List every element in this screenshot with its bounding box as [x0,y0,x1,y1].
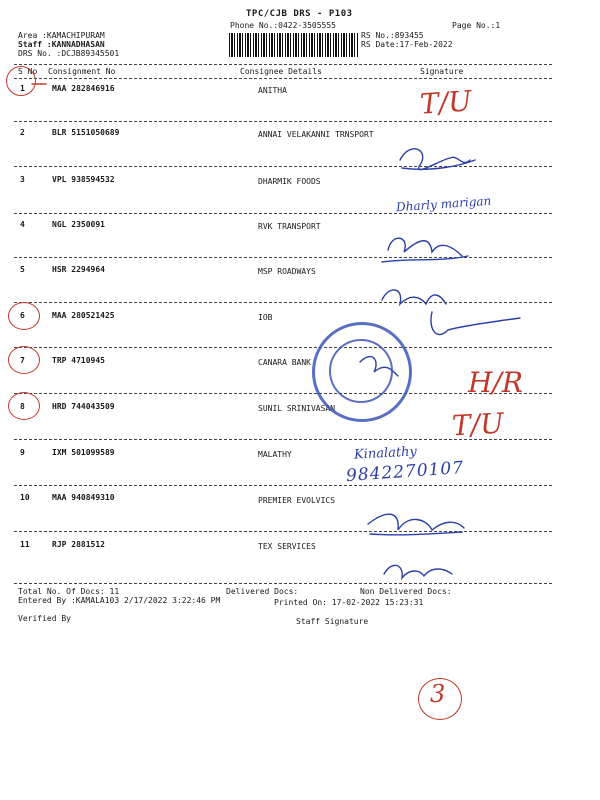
non-delivered-docs: Non Delivered Docs: [360,587,452,596]
entered-by: Entered By :KAMALA103 2/17/2022 3:22:46 PM [18,596,221,605]
row-consignee: PREMIER EVOLVICS [258,496,336,505]
signature-handwriting: 9842270107 [345,457,465,487]
col-sno: S No [18,67,38,76]
row-consignee: MSP ROADWAYS [258,267,316,276]
area-label: Area :KAMACHIPURAM [18,31,105,40]
row-sno: 4 [20,220,25,229]
row-sno: 6 [20,311,25,320]
row-sno: 8 [20,402,25,411]
row-sno: 1 [20,84,25,93]
row-consignment: HSR 2294964 [52,265,105,274]
row-sno: 3 [20,175,25,184]
row-sno: 7 [20,356,25,365]
row-sno: 11 [20,540,30,549]
row-consignee: IOB [258,313,273,322]
row-consignee: MALATHY [258,450,292,459]
row-sno: 2 [20,128,25,137]
row-consignment: BLR 5151050689 [52,128,120,137]
col-consignment: Consignment No [48,67,116,76]
verified-by: Verified By [18,614,71,623]
signature-handwriting: Dharly marigan [395,193,492,215]
drs-number: DRS No. :DCJB89345501 [18,49,120,58]
annotation-tu: T/U [418,84,473,121]
annotation-page-mark: 3 [430,680,446,708]
row-consignment: MAA 940849310 [52,493,115,502]
row-consignee: SUNIL SRINIVASAN [258,404,336,413]
delivered-docs: Delivered Docs: [226,587,299,596]
staff-label: Staff :KANNADHASAN [18,40,105,49]
row-consignee: ANITHA [258,86,287,95]
row-consignee: DHARMIK FOODS [258,177,321,186]
row-sno: 5 [20,265,25,274]
staff-signature-label: Staff Signature [296,617,369,626]
annotation-tu: T/U [451,406,505,443]
phone-number: Phone No.:0422-3505555 [230,21,336,30]
rs-number: RS No.:893455 [361,31,424,40]
row-consignee: CANARA BANK [258,358,311,367]
row-consignee: TEX SERVICES [258,542,316,551]
page-number: Page No.:1 [452,21,501,30]
stamp-inner-ring [329,339,393,403]
printed-on: Printed On: 17-02-2022 15:23:31 [274,598,424,607]
row-consignment: IXM 501099589 [52,448,115,457]
annotation-hr: H/R [468,366,523,399]
row-consignment: TRP 4710945 [52,356,105,365]
row-consignment: MAA 282846916 [52,84,115,93]
row-consignee: RVK TRANSPORT [258,222,321,231]
col-consignee: Consignee Details [240,67,322,76]
row-consignment: RJP 2881512 [52,540,105,549]
signature-handwriting: Kinalathy [353,444,418,463]
total-docs: Total No. Of Docs: 11 [18,587,120,596]
row-consignment: MAA 280521425 [52,311,115,320]
official-stamp [312,322,412,422]
row-consignment: HRD 744043509 [52,402,115,411]
row-sno: 10 [20,493,30,502]
col-signature: Signature [420,67,464,76]
sheet-title: TPC/CJB DRS - P103 [246,9,353,19]
row-consignee: ANNAI VELAKANNI TRNSPORT [258,130,374,139]
row-consignment: NGL 2350091 [52,220,105,229]
rs-date: RS Date:17-Feb-2022 [361,40,453,49]
row-consignment: VPL 938594532 [52,175,115,184]
row-sno: 9 [20,448,25,457]
